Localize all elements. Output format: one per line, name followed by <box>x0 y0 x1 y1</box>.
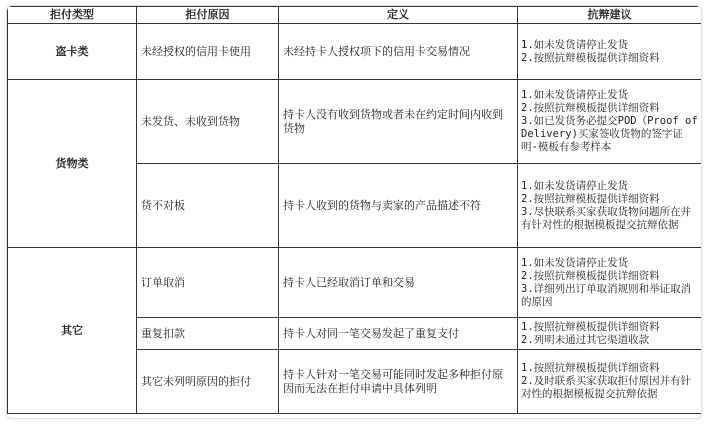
advice-line: 3.尽快联系买家获取货物问题所在并有针对性的根据模板提交抗辩依据 <box>521 205 692 231</box>
definition-cell: 持卡人没有收到货物或者未在约定时间内收到货物 <box>279 80 518 164</box>
table-frame <box>6 5 702 419</box>
advice-line: 1.按照抗辩模板提供详细资料 <box>521 320 660 333</box>
reason-cell: 重复扣款 <box>137 318 279 350</box>
advice-cell <box>518 318 702 350</box>
reason-cell: 未经授权的信用卡使用 <box>137 24 279 80</box>
reason-cell: 货不对板 <box>137 164 279 248</box>
advice-line: 2.按照抗辩模板提供详细资料 <box>521 51 660 64</box>
advice-cell <box>518 80 702 164</box>
advice-cell <box>518 164 702 248</box>
table-row <box>8 248 702 318</box>
advice-line: 1.如未发货请停止发货 <box>521 89 629 101</box>
reason-cell: 未发货、未收到货物 <box>137 80 279 164</box>
definition-cell: 持卡人对同一笔交易发起了重复支付 <box>279 318 518 350</box>
advice-cell <box>518 24 702 80</box>
advice-cell <box>518 350 702 414</box>
header-definition: 定义 <box>279 7 518 24</box>
definition-cell: 未经持卡人授权项下的信用卡交易情况 <box>279 24 518 80</box>
type-cell: 其它 <box>8 248 137 414</box>
advice-line: 1.如未发货请停止发货 <box>521 256 629 269</box>
table-row <box>8 80 702 164</box>
reason-cell: 订单取消 <box>137 248 279 318</box>
advice-line: 1.按照抗辩模板提供详细资料 <box>521 362 660 374</box>
header-row <box>8 7 702 24</box>
type-cell: 货物类 <box>8 80 137 248</box>
table-row <box>8 24 702 80</box>
advice-cell <box>518 248 702 318</box>
type-cell: 盗卡类 <box>8 24 137 80</box>
header-advice: 抗辩建议 <box>518 7 702 24</box>
advice-line: 2.列明未通过其它渠道收款 <box>521 333 650 346</box>
advice-line: 2.按照抗辩模板提供详细资料 <box>521 102 660 114</box>
header-reason: 拒付原因 <box>137 7 279 24</box>
chargeback-table <box>7 6 702 414</box>
advice-line: 2.及时联系买家获取拒付原因并有针对性的根据模板提交抗辩依据 <box>521 375 692 400</box>
definition-cell: 持卡人已经取消订单和交易 <box>279 248 518 318</box>
definition-cell: 持卡人收到的货物与卖家的产品描述不符 <box>279 164 518 248</box>
definition-cell: 持卡人针对一笔交易可能同时发起多种拒付原因而无法在拒付申请中具体列明 <box>279 350 518 414</box>
reason-cell: 其它未列明原因的拒付 <box>137 350 279 414</box>
advice-line: 1.如未发货请停止发货 <box>521 179 629 192</box>
header-type: 拒付类型 <box>8 7 137 24</box>
advice-line: 3.如已发货务必提交POD（Proof of Delivery)买家签收货物的签字证明-模板有参考样本 <box>521 115 698 153</box>
advice-line: 3.详细列出订单取消规则和举证取消的原因 <box>521 282 692 308</box>
advice-line: 2.按照抗辩模板提供详细资料 <box>521 269 660 282</box>
advice-line: 1.如未发货请停止发货 <box>521 38 629 51</box>
advice-line: 2.按照抗辩模板提供详细资料 <box>521 192 660 205</box>
